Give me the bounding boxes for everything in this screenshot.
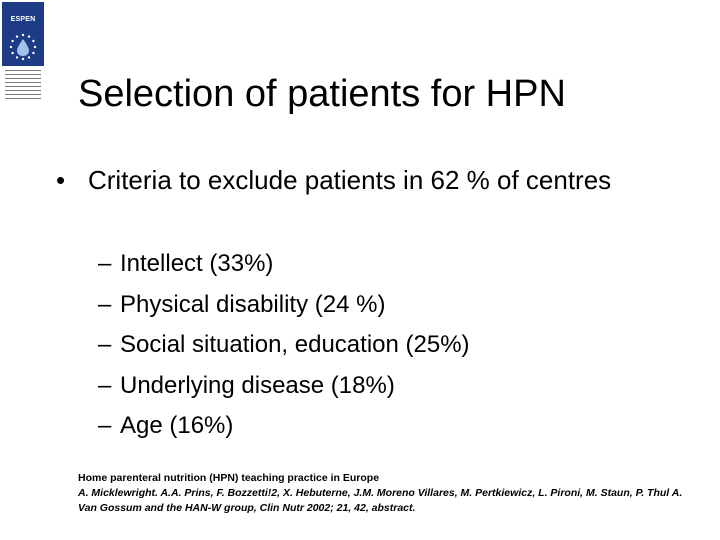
dash-marker: – xyxy=(98,412,112,439)
reference-title: Home parenteral nutrition (HPN) teaching practice in Europe xyxy=(78,472,380,484)
dash-marker: – xyxy=(98,290,112,318)
list-item xyxy=(98,244,470,285)
list-item-text: Social situation, education (25%) xyxy=(120,331,470,358)
list-item xyxy=(98,366,470,407)
exclusion-criteria-list xyxy=(98,244,470,447)
logo-box xyxy=(2,2,44,66)
bullet-text: Criteria to exclude patients in 62 % of centres xyxy=(88,165,612,195)
list-item-text: Physical disability (24 %) xyxy=(120,290,386,318)
dash-marker: – xyxy=(98,371,112,399)
list-item xyxy=(98,285,470,326)
espen-logo xyxy=(2,2,44,106)
reference-authors: A. Micklewright. A.A. Prins, F. Bozzetti!2, X. Hebuterne, J.M. Moreno Villares, M. Pertkiewicz, L. Pironi, M. Staun, P. Thul A. Van Gossum and the HAN-W group, Clin Nutr 2002; 21, 42, abstract. xyxy=(78,487,683,514)
bullet-marker: • xyxy=(56,165,66,195)
water-drop-star-ring-icon xyxy=(8,32,38,62)
logo-caption-lines xyxy=(5,70,41,102)
list-item-text: Age (16%) xyxy=(120,412,234,439)
reference-citation xyxy=(78,471,688,516)
list-item-text: Intellect (33%) xyxy=(120,250,274,277)
dash-marker: – xyxy=(98,250,112,277)
list-item xyxy=(98,325,470,366)
dash-marker: – xyxy=(98,331,112,358)
logo-name: ESPEN xyxy=(10,16,36,23)
list-item xyxy=(98,406,470,447)
slide-title: Selection of patients for HPN xyxy=(78,73,566,115)
list-item-text: Underlying disease (18%) xyxy=(120,371,395,399)
main-bullet xyxy=(56,163,656,197)
